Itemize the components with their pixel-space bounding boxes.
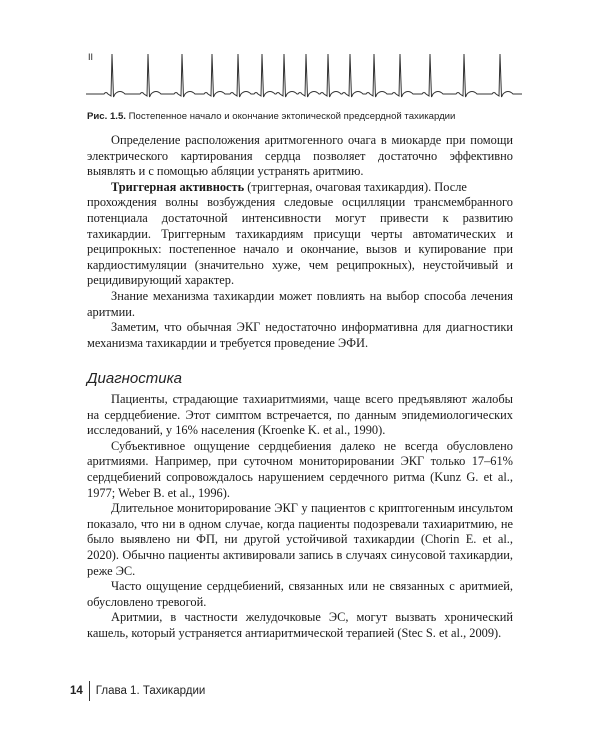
- ecg-strip: [86, 50, 522, 106]
- paragraph: Часто ощущение сердцебиений, связанных или не связанных с аритмией, обусловлено тревогой.: [87, 579, 513, 609]
- paragraph: Заметим, что обычная ЭКГ недостаточно информативна для диагностики механизма тахикардии и требуется проведение ЭФИ.: [87, 320, 513, 350]
- ecg-trace: [86, 54, 522, 97]
- paragraph: Субъективное ощущение сердцебиения далеко не всегда обусловлено аритмиями. Например, при суточном мониторировании ЭКГ только 17–61% сердцебиений сопровождалось нарушением сердечного ритма (Kunz G. et al., 1977; Weber B. et al., 1996).: [87, 438, 513, 500]
- page-footer: [70, 681, 205, 701]
- ecg-lead-label: II: [88, 52, 94, 62]
- diagnostics-text: [87, 392, 513, 642]
- page-number: 14: [70, 685, 83, 697]
- figure-caption: [87, 111, 517, 122]
- paragraph: прохождения волны возбуждения следовые осцилляции трансмембранного потенциала достаточной интенсивности могут привести к развитию тахикардии. Триггерным тахикардиям присущи черты автоматических и реципрокных: постепенное начало и окончание, вызов и купирование при кардиостимуляции (значительно хуже, чем реципрокных), неустойчивый и рецидивирующий характер.: [87, 195, 513, 288]
- chapter-title: Глава 1. Тахикардии: [95, 685, 206, 697]
- footer-divider: [89, 681, 90, 701]
- paragraph: Аритмии, в частности желудочковые ЭС, могут вызвать хронический кашель, который устраняется антиаритмической терапией (Stec S. et al., 2009).: [87, 610, 513, 640]
- term-trigger-activity: Триггерная активность: [111, 179, 245, 194]
- paragraph-trigger: Триггерная активность (триггерная, очаговая тахикардия). После: [111, 179, 467, 194]
- paragraph: Длительное мониторирование ЭКГ у пациентов с криптогенным инсультом показало, что ни в одном случае, когда пациенты подозревали тахиаритмию, не было выявлено ни ФП, ни другой устойчивой тахикардии (Chorin E. et al., 2020). Обычно пациенты активировали запись в случаях синусовой тахикардии, реже ЭС.: [87, 501, 513, 578]
- section-heading: Диагностика: [87, 370, 183, 387]
- figure-caption-text: Постепенное начало и окончание эктопической предсердной тахикардии: [128, 111, 456, 122]
- paragraph: Пациенты, страдающие тахиаритмиями, чаще всего предъявляют жалобы на сердцебиение. Этот симптом встречается, по данным эпидемиологических исследований, у 16% населения (Kroenke K. et al., 1990).: [87, 392, 513, 438]
- intro-text: [87, 133, 513, 351]
- paragraph: Определение расположения аритмогенного очага в миокарде при помощи электрического картирования сердца позволяет достаточно эффективно выявлять и с помощью абляции устранять аритмию.: [87, 133, 513, 179]
- figure-caption-label: Рис. 1.5.: [87, 111, 126, 122]
- paragraph: Знание механизма тахикардии может повлиять на выбор способа лечения аритмии.: [87, 288, 513, 319]
